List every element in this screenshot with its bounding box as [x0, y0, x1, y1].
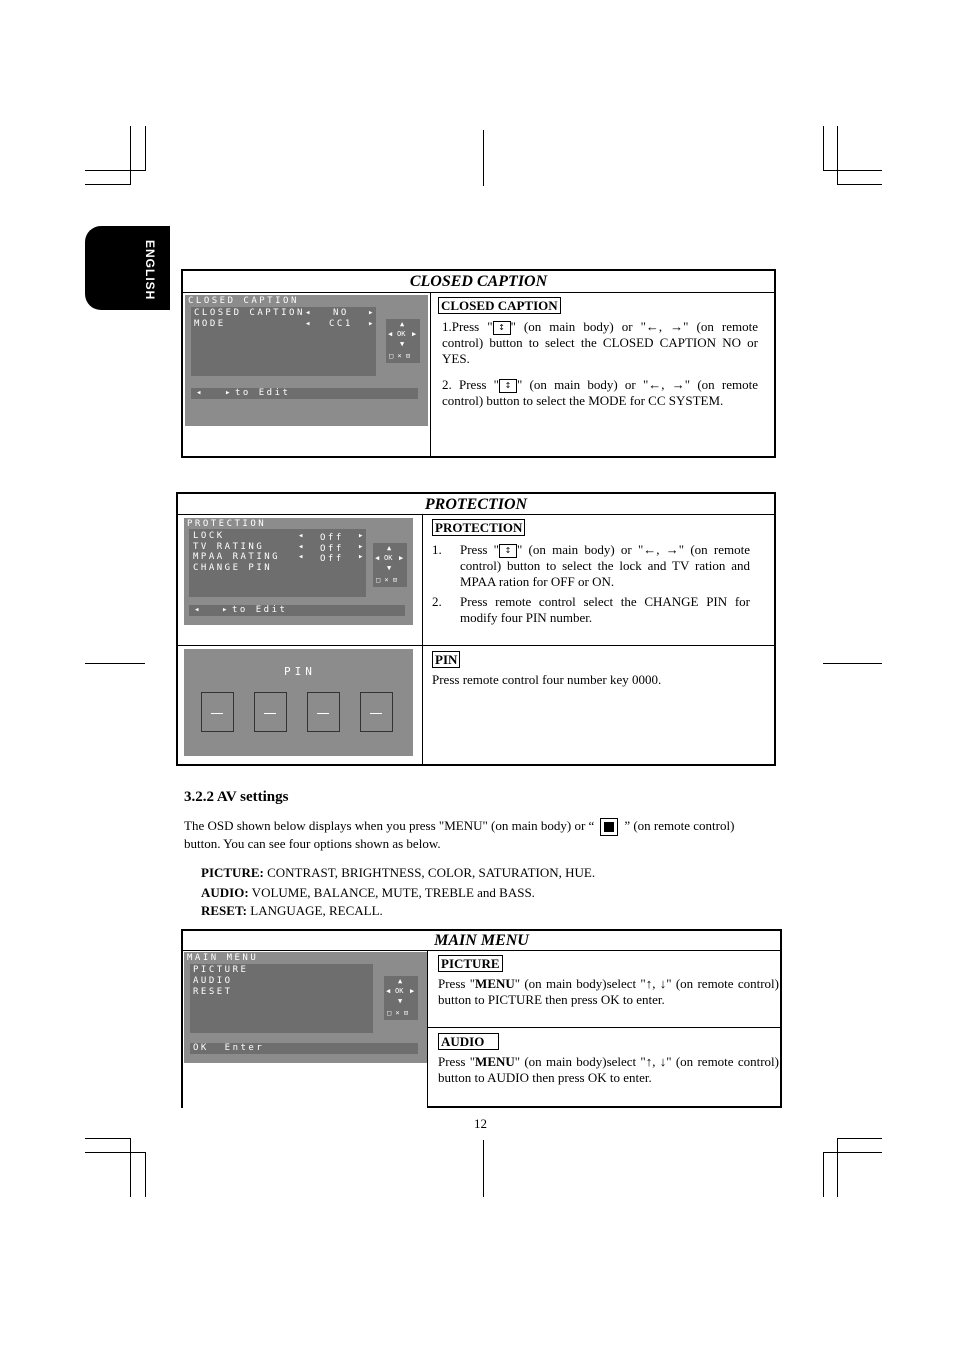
menu-button-icon	[600, 818, 618, 836]
down-arrow-icon: ▼	[400, 340, 405, 348]
crop-mark	[837, 184, 882, 185]
closed-caption-heading: CLOSED CAPTION	[438, 297, 561, 314]
osd-left-arrow-icon: ◂	[298, 531, 306, 541]
pin-osd-title: PIN	[284, 665, 316, 678]
osd-left-arrow-icon: ◂	[298, 552, 306, 562]
osd-item-label: TV RATING	[193, 542, 265, 552]
language-tab-label: ENGLISH	[143, 240, 157, 301]
up-arrow-icon: ▲	[387, 544, 392, 552]
osd-menu-item[interactable]: RESET	[193, 987, 233, 997]
crop-mark	[85, 663, 145, 664]
pin-digit-box[interactable]	[254, 692, 287, 732]
main-menu-audio-text: Press "MENU" (on main body)select "↑, ↓" (on remote control) button to AUDIO then press OK to enter.	[438, 1054, 779, 1085]
ok-label: OK	[384, 554, 393, 562]
osd-item-value: Off	[320, 544, 344, 554]
main-menu-title: MAIN MENU	[181, 931, 782, 951]
picture-options: PICTURE: CONTRAST, BRIGHTNESS, COLOR, SATURATION, HUE.	[201, 865, 596, 880]
osd-left-arrow-icon: ◂	[196, 388, 204, 398]
setup-button-icon: ↕	[499, 544, 517, 558]
protection-step-2-number: 2.	[432, 594, 442, 609]
protection-step-1-number: 1.	[432, 542, 442, 557]
osd-right-arrow-icon: ▸	[225, 388, 233, 398]
closed-caption-title: CLOSED CAPTION	[183, 272, 774, 293]
page-number: 12	[474, 1116, 487, 1131]
crop-mark	[823, 1152, 882, 1153]
left-arrow-icon: ◀	[388, 330, 393, 338]
crop-mark	[483, 130, 484, 186]
down-arrow-icon: ▼	[398, 997, 403, 1005]
osd-header: PROTECTION	[187, 519, 267, 529]
osd-row-value: CC1	[329, 319, 353, 329]
left-arrow-icon: ◀	[386, 987, 391, 995]
osd-right-arrow-icon: ▸	[368, 319, 376, 329]
pin-text: Press remote control four number key 0000.	[432, 672, 662, 687]
reset-options: RESET: LANGUAGE, RECALL.	[201, 903, 383, 918]
osd-item-label: LOCK	[193, 531, 225, 541]
up-arrow-icon: ▲	[400, 320, 405, 328]
crop-mark	[837, 1138, 882, 1139]
crop-mark	[823, 170, 882, 171]
crop-mark	[145, 1152, 146, 1197]
setup-button-icon: ↕	[493, 321, 511, 335]
osd-item-label: MPAA RATING	[193, 552, 281, 562]
osd-row-label: MODE	[194, 319, 226, 329]
ok-label: OK	[395, 987, 404, 995]
osd-navigation-pad	[386, 319, 420, 363]
menu-icons: □ × ⊡	[387, 1009, 409, 1017]
menu-icons: □ × ⊡	[376, 576, 398, 584]
osd-left-arrow-icon: ◂	[305, 308, 313, 318]
crop-mark	[823, 663, 882, 664]
up-arrow-icon: ▲	[398, 977, 403, 985]
osd-menu-item[interactable]: PICTURE	[193, 965, 249, 975]
main-menu-picture-heading: PICTURE	[438, 955, 503, 972]
osd-right-arrow-icon: ▸	[368, 308, 376, 318]
right-arrow-icon: ▶	[410, 987, 415, 995]
osd-left-arrow-icon: ◂	[305, 319, 313, 329]
main-menu-osd	[184, 952, 427, 1063]
osd-right-arrow-icon: ▸	[358, 552, 366, 562]
down-arrow-icon: ▼	[387, 564, 392, 572]
setup-button-icon: ↕	[499, 379, 517, 393]
crop-mark	[85, 1152, 145, 1153]
closed-caption-section	[181, 269, 776, 458]
crop-mark	[130, 1138, 131, 1197]
osd-left-arrow-icon: ◂	[194, 605, 202, 615]
osd-right-arrow-icon: ▸	[358, 542, 366, 552]
osd-row-label: CLOSED CAPTION	[194, 308, 305, 318]
right-arrow-icon: ▶	[412, 330, 417, 338]
protection-osd	[184, 518, 413, 625]
ok-label: OK	[397, 330, 406, 338]
protection-title: PROTECTION	[178, 495, 774, 515]
osd-item-value: Off	[320, 533, 344, 543]
osd-footer: to Edit	[235, 388, 291, 398]
crop-mark	[85, 170, 145, 171]
osd-navigation-pad	[373, 543, 407, 587]
pin-digit-box[interactable]	[307, 692, 340, 732]
crop-mark	[130, 126, 131, 185]
pin-digit-box[interactable]	[201, 692, 234, 732]
menu-icons: □ × ⊡	[389, 352, 411, 360]
main-menu-audio-heading: AUDIO	[438, 1033, 499, 1050]
crop-mark	[837, 126, 838, 185]
osd-footer: to Edit	[232, 605, 288, 615]
osd-item-label: CHANGE PIN	[193, 563, 273, 573]
crop-mark	[823, 126, 824, 171]
pin-digit-box[interactable]	[360, 692, 393, 732]
language-tab	[85, 226, 170, 310]
osd-row-value: NO	[333, 308, 349, 318]
osd-footer: OK Enter	[193, 1043, 265, 1053]
osd-right-arrow-icon: ▸	[222, 605, 230, 615]
pin-osd	[184, 649, 413, 756]
main-menu-section	[181, 929, 782, 1109]
av-settings-heading: 3.2.2 AV settings	[184, 789, 289, 805]
osd-item-value: Off	[320, 554, 344, 564]
osd-right-arrow-icon: ▸	[358, 531, 366, 541]
crop-mark	[823, 1152, 824, 1197]
protection-step-2: Press remote control select the CHANGE PIN for modify four PIN number.	[460, 594, 750, 625]
right-arrow-icon: ▶	[399, 554, 404, 562]
osd-left-arrow-icon: ◂	[298, 542, 306, 552]
closed-caption-osd	[185, 295, 428, 426]
av-settings-intro: The OSD shown below displays when you press "MENU" (on main body) or “ ” (on remote control) button. You can see four options shown as below.	[184, 818, 735, 852]
osd-header: MAIN MENU	[187, 953, 259, 963]
osd-header: CLOSED CAPTION	[188, 296, 299, 306]
closed-caption-step-1: 1.Press " ↕ " (on main body) or "←, →" (on remote control) button to select the CLOSED CAPTION NO or YES.	[442, 319, 758, 367]
crop-mark	[85, 1138, 131, 1139]
osd-menu-item[interactable]: AUDIO	[193, 976, 233, 986]
main-menu-picture-text: Press "MENU" (on main body)select "↑, ↓" (on remote control) button to PICTURE then press OK to enter.	[438, 976, 779, 1007]
protection-section	[176, 492, 776, 766]
closed-caption-step-2: 2. Press " ↕ " (on main body) or "←, →" (on remote control) button to select the MODE for CC SYSTEM.	[442, 377, 758, 409]
crop-mark	[483, 1140, 484, 1197]
audio-options: AUDIO: VOLUME, BALANCE, MUTE, TREBLE and BASS.	[201, 885, 535, 900]
pin-heading: PIN	[432, 651, 460, 668]
protection-heading: PROTECTION	[432, 519, 525, 536]
crop-mark	[145, 126, 146, 171]
protection-step-1: Press " ↕ " (on main body) or "←, →" (on remote control) button to select the lock and TV ration and MPAA ration for OFF or ON.	[460, 542, 750, 590]
left-arrow-icon: ◀	[375, 554, 380, 562]
crop-mark	[837, 1138, 838, 1197]
crop-mark	[85, 184, 131, 185]
osd-navigation-pad	[384, 976, 418, 1020]
